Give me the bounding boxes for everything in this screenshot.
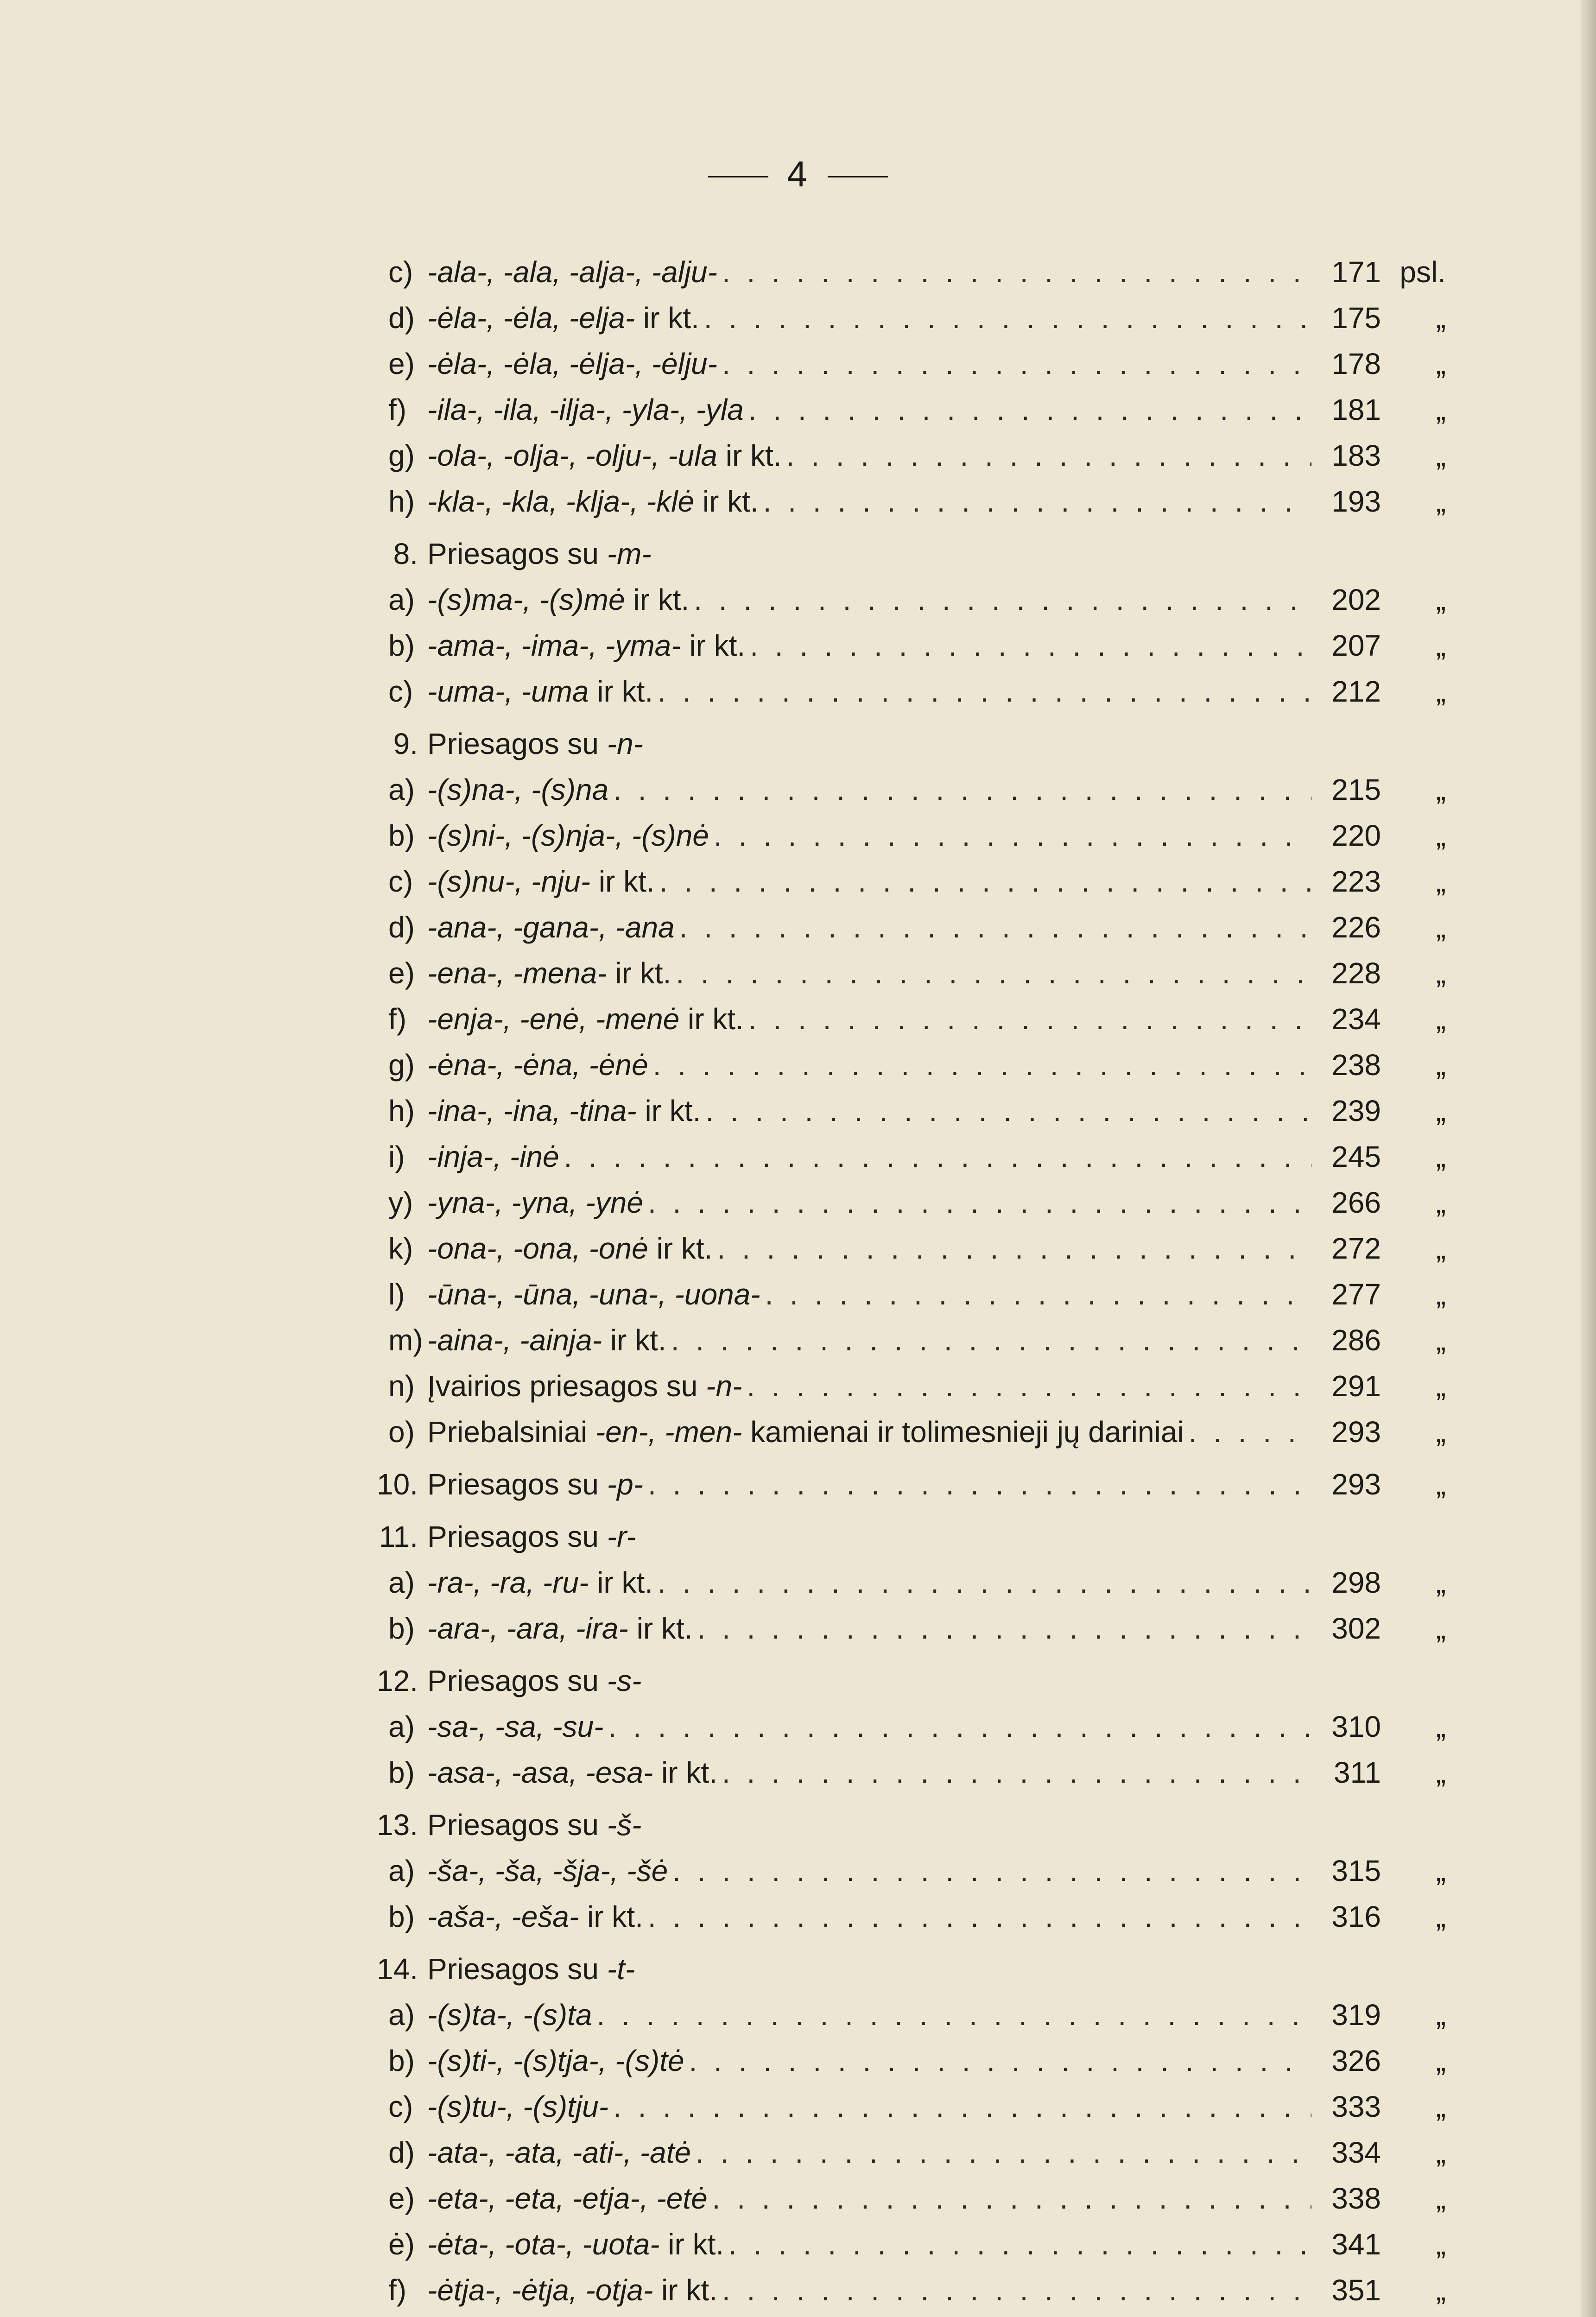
page-ref: 183 [1331, 439, 1381, 472]
dot-leader [750, 623, 1311, 669]
page-ref: 326 [1331, 2044, 1381, 2077]
page-ref: 286 [1331, 1323, 1381, 1357]
dot-leader [705, 1088, 1311, 1134]
toc-section-heading [324, 1658, 1446, 1704]
toc-entry [324, 1180, 1446, 1226]
page-ref: 193 [1331, 485, 1381, 518]
page-unit: „ [1436, 1140, 1446, 1173]
entry-letter: b) [388, 1612, 415, 1645]
toc-entry [324, 341, 1446, 387]
toc-entry [324, 1606, 1446, 1652]
page-unit: „ [1436, 1998, 1446, 2032]
entry-title: -sa-, -sa, -su- [427, 1710, 604, 1743]
section-title: Priesagos su -n- [427, 727, 643, 760]
page-ref: 234 [1331, 1002, 1381, 1036]
toc-section [324, 249, 1446, 525]
entry-title: -aina-, -ainja- ir kt. [427, 1323, 666, 1357]
page-unit: „ [1436, 1094, 1446, 1127]
dot-leader [672, 1848, 1311, 1894]
toc-section-heading [324, 531, 1446, 577]
entry-letter: e) [388, 2182, 415, 2215]
entry-letter: e) [388, 347, 415, 380]
dot-leader [747, 1363, 1311, 1409]
section-number: 9. [393, 727, 418, 760]
page-ref: 277 [1331, 1278, 1381, 1311]
page-unit: „ [1436, 675, 1446, 708]
dot-leader [704, 295, 1311, 341]
section-number: 10. [377, 1468, 418, 1501]
entry-title: -(s)ni-, -(s)nja-, -(s)nė [427, 819, 709, 852]
page-unit: „ [1436, 2136, 1446, 2169]
page-unit: „ [1436, 1900, 1446, 1933]
toc-entry [324, 859, 1446, 905]
entry-letter: d) [388, 2136, 415, 2169]
page-ref: 310 [1331, 1710, 1381, 1743]
toc-entry [324, 1134, 1446, 1180]
entry-title: -ina-, -ina, -tina- ir kt. [427, 1094, 701, 1127]
toc-section [324, 1946, 1446, 2313]
page-unit: „ [1436, 1710, 1446, 1743]
page-ref: 226 [1331, 911, 1381, 944]
dot-leader [697, 1606, 1311, 1652]
entry-letter: e) [388, 956, 415, 990]
entry-title: -enja-, -enė, -menė ir kt. [427, 1002, 744, 1036]
entry-title: Įvairios priesagos su -n- [427, 1369, 742, 1403]
page-ref: 333 [1331, 2090, 1381, 2123]
entry-letter: f) [388, 393, 407, 426]
entry-letter: b) [388, 629, 415, 662]
entry-title: -(s)tu-, -(s)tju- [427, 2090, 609, 2123]
entry-letter: c) [388, 865, 413, 898]
page-unit: „ [1436, 911, 1446, 944]
entry-title: -aša-, -eša- ir kt. [427, 1900, 643, 1933]
section-title: Priesagos su -š- [427, 1808, 642, 1842]
toc-entry [324, 1226, 1446, 1272]
page-unit: „ [1436, 1278, 1446, 1311]
entry-letter: y) [388, 1186, 413, 1219]
toc-entry [324, 1088, 1446, 1134]
dot-leader [712, 2176, 1311, 2222]
page-ref: 181 [1331, 393, 1381, 426]
toc-entry [324, 387, 1446, 433]
page-ref: 338 [1331, 2182, 1381, 2215]
page-unit: „ [1436, 1323, 1446, 1357]
entry-letter: d) [388, 301, 415, 335]
toc-entry [324, 577, 1446, 623]
entry-title: -(s)ta-, -(s)ta [427, 1998, 592, 2032]
toc-entry [324, 2176, 1446, 2222]
page-ref: 178 [1331, 347, 1381, 380]
entry-title: -ala-, -ala, -alja-, -alju- [427, 255, 717, 289]
dot-leader [659, 859, 1311, 905]
toc-section [324, 531, 1446, 715]
entry-title: -ėla-, -ėla, -elja- ir kt. [427, 301, 699, 335]
dot-leader [722, 249, 1311, 295]
page-ref: 175 [1331, 301, 1381, 335]
page-ref: 171 [1331, 255, 1381, 289]
page-unit: „ [1436, 2228, 1446, 2261]
page-unit: „ [1436, 956, 1446, 990]
entry-letter: k) [388, 1232, 413, 1265]
dot-leader [748, 996, 1311, 1042]
page-unit: „ [1436, 583, 1446, 616]
entry-letter: f) [388, 2273, 407, 2307]
entry-title: -ėla-, -ėla, -ėlja-, -ėlju- [427, 347, 717, 380]
section-number: 8. [393, 537, 418, 570]
page-ref: 334 [1331, 2136, 1381, 2169]
dot-leader [689, 2038, 1311, 2084]
page-ref: 220 [1331, 819, 1381, 852]
page-unit: „ [1436, 485, 1446, 518]
toc-entry [324, 1272, 1446, 1317]
page-edge-shadow [1580, 0, 1596, 2317]
entry-letter: g) [388, 1048, 415, 1082]
toc-entry [324, 1317, 1446, 1363]
toc-entry [324, 1992, 1446, 2038]
dot-leader [696, 2130, 1311, 2176]
entry-title: -asa-, -asa, -esa- ir kt. [427, 1756, 717, 1789]
page-unit: „ [1436, 1002, 1446, 1036]
page-unit: „ [1436, 1369, 1446, 1403]
entry-title: -kla-, -kla, -klja-, -klė ir kt. [427, 485, 759, 518]
entry-letter: a) [388, 1710, 415, 1743]
toc-entry [324, 1409, 1446, 1455]
toc-section [324, 721, 1446, 1455]
dot-leader [648, 1462, 1311, 1507]
page-ref: 266 [1331, 1186, 1381, 1219]
toc-entry [324, 1704, 1446, 1750]
toc-entry [324, 905, 1446, 950]
page-unit: „ [1436, 773, 1446, 806]
entry-letter: n) [388, 1369, 415, 1403]
toc-section [324, 1462, 1446, 1507]
entry-title: -ona-, -ona, -onė ir kt. [427, 1232, 713, 1265]
page-ref: 223 [1331, 865, 1381, 898]
page-unit: „ [1436, 1048, 1446, 1082]
entry-title: -uma-, -uma ir kt. [427, 675, 653, 708]
entry-letter: a) [388, 583, 415, 616]
entry-letter: a) [388, 1854, 415, 1887]
entry-letter: f) [388, 1002, 407, 1036]
page-ref: 238 [1331, 1048, 1381, 1082]
page-unit: „ [1436, 1756, 1446, 1789]
dot-leader [694, 577, 1311, 623]
toc-section-heading [324, 1462, 1446, 1507]
page-unit: „ [1436, 2044, 1446, 2077]
page-unit: „ [1436, 865, 1446, 898]
entry-letter: b) [388, 1900, 415, 1933]
dot-leader [613, 767, 1311, 813]
page-unit: „ [1436, 1468, 1446, 1501]
entry-title: -(s)ma-, -(s)mė ir kt. [427, 583, 690, 616]
page-ref: 228 [1331, 956, 1381, 990]
page-ref: 207 [1331, 629, 1381, 662]
entry-title: -ėta-, -ota-, -uota- ir kt. [427, 2228, 724, 2261]
dot-leader [658, 669, 1311, 715]
section-number: 13. [377, 1808, 418, 1842]
entry-title: -ėtja-, -ėtja, -otja- ir kt. [427, 2273, 717, 2307]
dot-leader [717, 1226, 1311, 1272]
toc-entry [324, 813, 1446, 859]
page-ref: 272 [1331, 1232, 1381, 1265]
entry-letter: h) [388, 1094, 415, 1127]
page-unit: „ [1436, 439, 1446, 472]
entry-letter: m) [388, 1323, 423, 1357]
page-unit: „ [1436, 1186, 1446, 1219]
toc-entry [324, 623, 1446, 669]
toc-entry [324, 2038, 1446, 2084]
dot-leader [676, 950, 1311, 996]
entry-letter: i) [388, 1140, 405, 1173]
page-ref: 351 [1331, 2273, 1381, 2307]
toc-entry [324, 669, 1446, 715]
toc-entry [324, 479, 1446, 525]
entry-title: -eta-, -eta, -etja-, -etė [427, 2182, 708, 2215]
entry-title: -(s)ti-, -(s)tja-, -(s)tė [427, 2044, 684, 2077]
page-ref: 215 [1331, 773, 1381, 806]
dot-leader [613, 2084, 1311, 2130]
page-unit: „ [1436, 1612, 1446, 1645]
entry-title: -(s)na-, -(s)na [427, 773, 609, 806]
dot-leader [763, 479, 1311, 525]
section-number: 11. [379, 1520, 418, 1553]
page-ref: 315 [1331, 1854, 1381, 1887]
toc-entry [324, 1894, 1446, 1940]
entry-title: -yna-, -yna, -ynė [427, 1186, 643, 1219]
entry-letter: c) [388, 255, 413, 289]
dot-leader [564, 1134, 1311, 1180]
page-unit: „ [1436, 347, 1446, 380]
toc-entry [324, 2222, 1446, 2267]
toc-section-heading [324, 721, 1446, 767]
section-title: Priesagos su -p- [427, 1468, 643, 1501]
entry-title: -ata-, -ata, -ati-, -atė [427, 2136, 691, 2169]
entry-letter: c) [388, 2090, 413, 2123]
section-number: 14. [377, 1952, 418, 1986]
toc-entry [324, 249, 1446, 295]
page-unit: „ [1436, 2090, 1446, 2123]
page-ref: 302 [1331, 1612, 1381, 1645]
entry-title: -ra-, -ra, -ru- ir kt. [427, 1566, 653, 1599]
entry-letter: c) [388, 675, 413, 708]
page-ref: 341 [1331, 2228, 1381, 2261]
entry-letter: h) [388, 485, 415, 518]
toc-entry [324, 433, 1446, 479]
toc-entry [324, 1848, 1446, 1894]
entry-title: -ūna-, -ūna, -una-, -uona- [427, 1278, 760, 1311]
toc-entry [324, 1042, 1446, 1088]
page-number-dash-right [828, 176, 888, 177]
entry-title: -inja-, -inė [427, 1140, 559, 1173]
toc-entry [324, 1560, 1446, 1606]
section-title: Priesagos su -t- [427, 1952, 635, 1986]
toc-entry [324, 2267, 1446, 2313]
toc-entry [324, 996, 1446, 1042]
entry-title: -ola-, -olja-, -olju-, -ula ir kt. [427, 439, 782, 472]
dot-leader [658, 1560, 1311, 1606]
entry-letter: ė) [388, 2228, 415, 2261]
page-number-value: 4 [787, 153, 809, 194]
entry-letter: b) [388, 1756, 415, 1789]
section-title: Priesagos su -s- [427, 1664, 642, 1697]
entry-title: -(s)nu-, -nju- ir kt. [427, 865, 655, 898]
page-ref: 298 [1331, 1566, 1381, 1599]
page-unit: „ [1436, 819, 1446, 852]
page-unit: „ [1436, 629, 1446, 662]
page-unit: „ [1436, 1566, 1446, 1599]
dot-leader [597, 1992, 1312, 2038]
toc-entry [324, 2084, 1446, 2130]
entry-title: -ša-, -ša, -šja-, -šė [427, 1854, 668, 1887]
page-unit: „ [1436, 301, 1446, 335]
toc-entry [324, 1750, 1446, 1796]
entry-title: -ena-, -mena- ir kt. [427, 956, 671, 990]
dot-leader [722, 2267, 1311, 2313]
dot-leader [722, 341, 1311, 387]
dot-leader [1189, 1409, 1311, 1455]
toc-entry [324, 1363, 1446, 1409]
dot-leader [765, 1272, 1311, 1317]
entry-letter: o) [388, 1415, 415, 1449]
toc-section [324, 1802, 1446, 1940]
entry-letter: a) [388, 1566, 415, 1599]
entry-title: -ara-, -ara, -ira- ir kt. [427, 1612, 693, 1645]
entry-title: -ėna-, -ėna, -ėnė [427, 1048, 648, 1082]
dot-leader [728, 2222, 1311, 2267]
entry-letter: g) [388, 439, 415, 472]
page-ref: 293 [1331, 1415, 1381, 1449]
page-ref: 239 [1331, 1094, 1381, 1127]
dot-leader [648, 1894, 1311, 1940]
dot-leader [748, 387, 1311, 433]
dot-leader [722, 1750, 1311, 1796]
section-number: 12. [377, 1664, 418, 1697]
entry-title: Priebalsiniai -en-, -men- kamienai ir tolimesnieji jų dariniai [427, 1415, 1184, 1449]
page-unit: psl. [1400, 255, 1446, 289]
entry-title: -ila-, -ila, -ilja-, -yla-, -yla [427, 393, 744, 426]
dot-leader [653, 1042, 1311, 1088]
toc-section-heading [324, 1514, 1446, 1560]
dot-leader [714, 813, 1311, 859]
toc-section [324, 1514, 1446, 1652]
toc-entry [324, 2130, 1446, 2176]
entry-title: -ana-, -gana-, -ana [427, 911, 675, 944]
page-ref: 319 [1331, 1998, 1381, 2032]
entry-letter: b) [388, 819, 415, 852]
dot-leader [648, 1180, 1311, 1226]
page-unit: „ [1436, 2182, 1446, 2215]
toc-entry [324, 767, 1446, 813]
entry-letter: a) [388, 773, 415, 806]
toc-entry [324, 295, 1446, 341]
page-unit: „ [1436, 2273, 1446, 2307]
page-ref: 202 [1331, 583, 1381, 616]
page-number [0, 153, 1596, 195]
table-of-contents [324, 246, 1446, 2313]
entry-letter: d) [388, 911, 415, 944]
toc-section-heading [324, 1946, 1446, 1992]
entry-letter: b) [388, 2044, 415, 2077]
dot-leader [679, 905, 1311, 950]
page-ref: 316 [1331, 1900, 1381, 1933]
page-unit: „ [1436, 393, 1446, 426]
page-ref: 212 [1331, 675, 1381, 708]
entry-letter: l) [388, 1278, 405, 1311]
page-unit: „ [1436, 1232, 1446, 1265]
entry-letter: a) [388, 1998, 415, 2032]
toc-section [324, 1658, 1446, 1796]
section-title: Priesagos su -r- [427, 1520, 636, 1553]
page-ref: 291 [1331, 1369, 1381, 1403]
page-ref: 293 [1331, 1468, 1381, 1501]
page-unit: „ [1436, 1415, 1446, 1449]
toc-section-heading [324, 1802, 1446, 1848]
page-unit: „ [1436, 1854, 1446, 1887]
dot-leader [671, 1317, 1311, 1363]
page-ref: 245 [1331, 1140, 1381, 1173]
dot-leader [786, 433, 1311, 479]
section-title: Priesagos su -m- [427, 537, 652, 570]
page-ref: 311 [1333, 1756, 1381, 1789]
toc-entry [324, 950, 1446, 996]
dot-leader [608, 1704, 1311, 1750]
page-number-dash-left [708, 176, 768, 177]
entry-title: -ama-, -ima-, -yma- ir kt. [427, 629, 746, 662]
